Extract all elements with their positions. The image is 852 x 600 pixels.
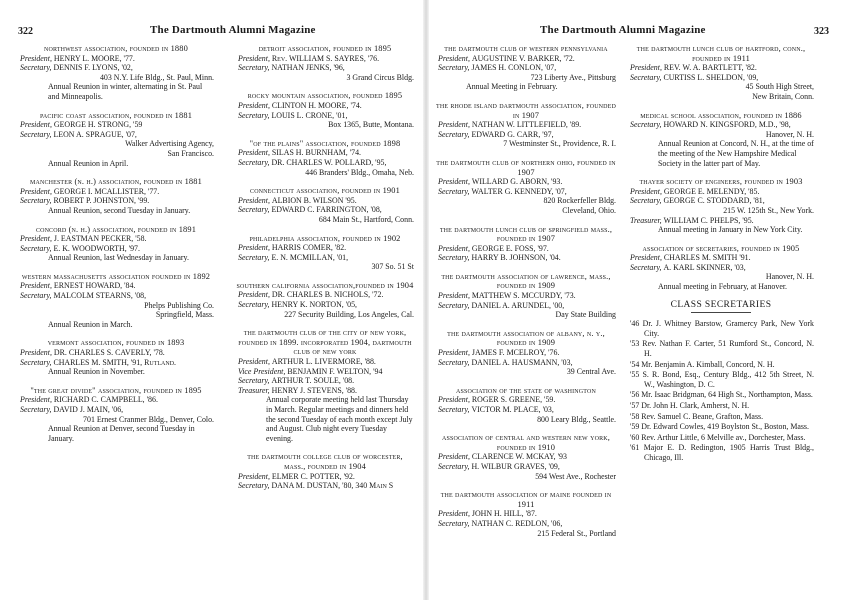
officer-line bbox=[236, 205, 414, 215]
officer-name: CURTISS L. SHELDON, '09, bbox=[663, 72, 759, 82]
officer-line bbox=[436, 519, 616, 529]
association-entry bbox=[236, 91, 414, 129]
officer-name: JAMES H. CONLON, '07, bbox=[471, 63, 557, 73]
officer-name: CLARENCE W. MCKAY, '93 bbox=[471, 452, 567, 462]
officer-name: SILAS H. BURNHAM, '74. bbox=[271, 148, 362, 158]
address-line: 800 Leary Bldg., Seattle. bbox=[537, 414, 616, 424]
reunion-note: Annual meeting in January in New York City. bbox=[658, 225, 803, 235]
officer-title: Secretary, bbox=[238, 481, 270, 491]
officer-title: Secretary, bbox=[438, 405, 470, 414]
association-entry bbox=[236, 281, 414, 319]
class-secretary-item: '54 Mr. Benjamin A. Kimball, Concord, N. H. bbox=[630, 359, 775, 369]
right-page-column-2 bbox=[628, 44, 814, 464]
association-entry bbox=[18, 225, 214, 263]
class-secretary-item: '58 Rev. Samuel C. Beane, Grafton, Mass. bbox=[630, 411, 764, 421]
reunion-note: Annual Reunion at Denver, second Tuesday in January. bbox=[48, 424, 195, 443]
officer-line bbox=[236, 158, 414, 168]
officer-name: ROGER S. GREENE, '59. bbox=[471, 395, 556, 405]
left-page-column-1 bbox=[18, 44, 214, 452]
right-running-head: The Dartmouth Alumni Magazine bbox=[540, 24, 706, 36]
left-page-column-2 bbox=[236, 44, 414, 500]
officer-title: President, bbox=[438, 243, 470, 253]
officer-name: CLINTON H. MOORE, '74. bbox=[271, 100, 362, 110]
class-secretaries-title: CLASS SECRETARIES bbox=[670, 299, 772, 310]
officer-title: President, bbox=[438, 509, 470, 519]
address-line: New Britain, Conn. bbox=[752, 91, 814, 101]
officer-title: Secretary, bbox=[238, 110, 270, 120]
officer-title: Vice President, bbox=[238, 366, 286, 376]
officer-line bbox=[436, 509, 616, 519]
officer-name: HARRIS COMER, '82. bbox=[271, 243, 347, 253]
officer-line bbox=[436, 452, 616, 462]
address-line: Day State Building bbox=[555, 310, 616, 320]
officer-name: DR. CHARLES S. CAVERLY, '78. bbox=[53, 348, 165, 358]
officer-name: CHARLES M. SMITH '91. bbox=[663, 253, 751, 263]
officer-line bbox=[236, 376, 414, 386]
association-heading: northwest association, founded in 1880 bbox=[44, 44, 188, 53]
officer-title: President, bbox=[238, 53, 270, 63]
officer-title: President, bbox=[438, 348, 470, 358]
association-entry bbox=[628, 177, 814, 235]
address-line: 45 South High Street, bbox=[745, 82, 814, 92]
officer-line bbox=[236, 63, 414, 73]
association-heading: "the great divide" association, founded in 1895 bbox=[30, 385, 202, 395]
officer-title: President, bbox=[630, 63, 662, 73]
page-gutter bbox=[423, 0, 429, 600]
address-line: Springfield, Mass. bbox=[155, 310, 214, 320]
officer-name: DANA M. DUSTAN, '80, 340 Main S bbox=[271, 481, 394, 491]
officer-name: ERNEST HOWARD, '84. bbox=[53, 281, 136, 291]
officer-title: Secretary, bbox=[20, 243, 52, 253]
officer-line bbox=[18, 120, 214, 130]
officer-line bbox=[436, 301, 616, 311]
officer-line bbox=[628, 263, 814, 273]
officer-line bbox=[436, 63, 616, 73]
association-entry bbox=[18, 177, 214, 215]
right-page-number: 323 bbox=[814, 26, 829, 37]
association-heading: association of secretaries, founded in 1905 bbox=[642, 243, 800, 253]
officer-line bbox=[436, 130, 616, 140]
officer-line bbox=[436, 120, 616, 130]
officer-line bbox=[236, 472, 414, 482]
right-page-column-1 bbox=[436, 44, 616, 547]
officer-line bbox=[18, 348, 214, 358]
officer-title: Secretary, bbox=[238, 63, 270, 73]
officer-line bbox=[628, 187, 814, 197]
officer-line bbox=[436, 291, 616, 301]
officer-title: President, bbox=[238, 195, 270, 205]
officer-name: WILLARD G. ABORN, '93. bbox=[471, 177, 563, 187]
officer-line bbox=[236, 253, 414, 263]
association-heading: the dartmouth association of lawrence, mass., founded in 1909 bbox=[441, 271, 611, 291]
officer-title: Secretary, bbox=[238, 300, 270, 310]
officer-line bbox=[18, 63, 214, 73]
officer-line bbox=[436, 395, 616, 405]
officer-title: Secretary, bbox=[438, 186, 470, 196]
officer-title: President, bbox=[438, 291, 470, 301]
association-heading: the dartmouth association of maine founded in 1911 bbox=[440, 490, 612, 509]
officer-title: Secretary, bbox=[438, 357, 470, 367]
officer-title: Secretary, bbox=[630, 262, 662, 272]
address-line: 594 West Ave., Rochester bbox=[535, 471, 616, 481]
association-entry bbox=[436, 272, 616, 320]
officer-name: J. EASTMAN PECKER, '58. bbox=[53, 234, 147, 244]
officer-line bbox=[236, 243, 414, 253]
officer-name: Rev. WILLIAM S. SAYRES, '76. bbox=[271, 53, 380, 63]
officer-line bbox=[436, 187, 616, 197]
association-heading: medical school association, founded in 1886 bbox=[640, 110, 802, 120]
officer-name: EDWARD C. FARRINGTON, '08, bbox=[271, 205, 382, 215]
officer-line bbox=[18, 405, 214, 415]
association-entry bbox=[236, 452, 414, 490]
officer-name: BENJAMIN F. WELTON, '94 bbox=[287, 366, 383, 376]
officer-title: Secretary, bbox=[20, 63, 52, 73]
officer-title: President, bbox=[20, 281, 52, 291]
association-heading: the rhode island dartmouth association, founded in 1907 bbox=[436, 100, 616, 120]
reunion-note: Annual corporate meeting held last Thursday in March. Regular meetings and dinners held the second Tuesday of each month except July and August. Club night every Tuesday evening. bbox=[266, 395, 413, 443]
association-heading: the dartmouth club of northern ohio, founded in 1907 bbox=[436, 157, 616, 177]
address-line: 307 So. 51 St bbox=[371, 262, 414, 272]
officer-name: DANIEL A. ARUNDEL, '00, bbox=[471, 300, 565, 310]
reunion-note: Annual Reunion in April. bbox=[48, 158, 129, 168]
officer-title: President, bbox=[20, 395, 52, 405]
officer-name: GEORGE C. STODDARD, '81, bbox=[663, 196, 765, 206]
officer-line bbox=[236, 481, 414, 491]
officer-title: President, bbox=[238, 290, 270, 300]
association-heading: detroit association, founded in 1895 bbox=[258, 44, 392, 53]
officer-title: President, bbox=[20, 53, 52, 63]
officer-name: AUGUSTINE V. BARKER, '72. bbox=[471, 53, 575, 63]
reunion-note: Annual Reunion in March. bbox=[48, 319, 133, 329]
address-line: 820 Rockerfeller Bldg. bbox=[543, 196, 616, 206]
officer-name: NATHAN W. LITTLEFIELD, '89. bbox=[471, 120, 582, 130]
association-heading: western massachusetts association founded in 1892 bbox=[21, 271, 211, 281]
address-line: Phelps Publishing Co. bbox=[144, 300, 214, 310]
officer-title: Secretary, bbox=[630, 72, 662, 82]
officer-line bbox=[236, 54, 414, 64]
officer-line bbox=[18, 196, 214, 206]
officer-title: Secretary, bbox=[438, 129, 470, 139]
officer-name: WALTER G. KENNEDY, '07, bbox=[471, 186, 567, 196]
officer-title: President, bbox=[438, 53, 470, 63]
association-heading: association of central and western new york, founded in 1910 bbox=[442, 433, 610, 452]
association-entry bbox=[236, 186, 414, 224]
association-entry bbox=[18, 111, 214, 169]
association-heading: vermont association, founded in 1893 bbox=[47, 338, 185, 348]
officer-name: HOWARD N. KINGSFORD, M.D., '98, bbox=[663, 120, 791, 130]
address-line: Box 1365, Butte, Montana. bbox=[328, 120, 414, 130]
address-line: 723 Liberty Ave., Pittsburg bbox=[530, 72, 616, 82]
officer-name: DANIEL A. HAUSMANN, '03, bbox=[471, 357, 573, 367]
officer-title: Secretary, bbox=[238, 157, 270, 167]
officer-title: President, bbox=[20, 348, 52, 358]
officer-title: Secretary, bbox=[20, 196, 52, 206]
association-heading: concord (n. h.) association, founded in 1891 bbox=[35, 224, 197, 234]
association-entry bbox=[436, 490, 616, 538]
officer-line bbox=[18, 281, 214, 291]
association-entry bbox=[236, 234, 414, 272]
officer-line bbox=[18, 395, 214, 405]
officer-title: President, bbox=[238, 148, 270, 158]
officer-line bbox=[436, 54, 616, 64]
officer-title: Secretary, bbox=[438, 253, 470, 263]
reunion-note: Annual Reunion, last Wednesday in January. bbox=[48, 253, 189, 263]
association-heading: the dartmouth lunch club of springfield mass., founded in 1907 bbox=[439, 224, 613, 244]
association-heading: the dartmouth club of the city of new york, founded in 1899. incorporated 1904, dartmouth club of new york bbox=[238, 328, 412, 357]
officer-line bbox=[436, 177, 616, 187]
officer-name: E. K. WOODWORTH, '97. bbox=[53, 243, 140, 253]
officer-line bbox=[628, 120, 814, 130]
officer-line bbox=[236, 148, 414, 158]
reunion-note: Annual Meeting in February. bbox=[466, 82, 558, 92]
officer-title: President, bbox=[630, 253, 662, 263]
officer-line bbox=[628, 253, 814, 263]
association-entry bbox=[436, 44, 616, 92]
officer-title: Secretary, bbox=[438, 300, 470, 310]
association-heading: southern california association,founded in 1904 bbox=[236, 280, 414, 290]
officer-line bbox=[236, 386, 414, 396]
officer-name: ARTHUR T. SOULE, '08. bbox=[271, 376, 355, 386]
address-line: 684 Main St., Hartford, Conn. bbox=[318, 214, 414, 224]
officer-name: WILLIAM C. PHELPS, '95. bbox=[663, 215, 754, 225]
officer-line bbox=[18, 291, 214, 301]
class-secretaries-rule bbox=[691, 312, 751, 313]
officer-title: President, bbox=[20, 186, 52, 196]
officer-name: RICHARD C. CAMPBELL, '86. bbox=[53, 395, 158, 405]
address-line: 39 Central Ave. bbox=[566, 367, 616, 377]
officer-line bbox=[18, 244, 214, 254]
officer-title: Secretary, bbox=[438, 63, 470, 73]
officer-title: President, bbox=[238, 357, 270, 367]
class-secretary-item: '53 Rev. Nathan F. Carter, 51 Rumford St., Concord, N. H. bbox=[630, 339, 814, 359]
left-page-number: 322 bbox=[18, 26, 33, 37]
officer-name: DR. CHARLES B. NICHOLS, '72. bbox=[271, 290, 384, 300]
address-line: 215 Federal St., Portland bbox=[537, 528, 616, 538]
officer-title: President, bbox=[20, 120, 52, 130]
officer-line bbox=[18, 187, 214, 197]
address-line: 701 Ernest Cranmer Bldg., Denver, Colo. bbox=[83, 414, 214, 424]
officer-name: MALCOLM STEARNS, '08, bbox=[53, 291, 147, 301]
officer-title: Treasurer, bbox=[630, 215, 662, 225]
association-entry bbox=[628, 111, 814, 169]
address-line: San Francisco. bbox=[167, 148, 214, 158]
officer-line bbox=[236, 111, 414, 121]
officer-title: Secretary, bbox=[630, 120, 662, 130]
officer-name: NATHAN JENKS, '96, bbox=[271, 63, 345, 73]
address-line: 7 Westminster St., Providence, R. I. bbox=[503, 139, 616, 149]
officer-line bbox=[628, 216, 814, 226]
officer-title: President, bbox=[20, 234, 52, 244]
officer-line bbox=[236, 290, 414, 300]
association-entry bbox=[18, 44, 214, 102]
officer-name: GEORGE E. MELENDY, '85. bbox=[663, 186, 760, 196]
right-col2-associations bbox=[628, 44, 814, 292]
class-secretary-item: '46 Dr. J. Whitney Barstow, Gramercy Park, New York City. bbox=[630, 319, 814, 338]
officer-name: LEON A. SPRAGUE, '07, bbox=[53, 129, 137, 139]
officer-name: HENRY K. NORTON, '05, bbox=[271, 300, 358, 310]
reunion-note: Annual meeting in February, at Hanover. bbox=[658, 282, 787, 292]
association-heading: association of the state of washington bbox=[456, 385, 596, 395]
officer-name: JAMES F. MCELROY, '76. bbox=[471, 348, 560, 358]
officer-title: Treasurer, bbox=[238, 385, 270, 395]
officer-line bbox=[628, 196, 814, 206]
association-entry bbox=[436, 225, 616, 263]
officer-name: EDWARD G. CARR, '97, bbox=[471, 129, 554, 139]
officer-name: MATTHEW S. MCCURDY, '73. bbox=[471, 291, 576, 301]
officer-name: DR. CHARLES W. POLLARD, '95, bbox=[271, 157, 387, 167]
association-heading: the dartmouth association of albany, n. y., founded in 1909 bbox=[447, 328, 605, 348]
association-heading: connecticut association, founded in 1901 bbox=[250, 186, 400, 196]
officer-line bbox=[436, 244, 616, 254]
officer-name: ROBERT P. JOHNSTON, '99. bbox=[53, 196, 150, 206]
address-line: Cleveland, Ohio. bbox=[562, 205, 616, 215]
class-secretary-item: '57 Dr. John H. Clark, Amherst, N. H. bbox=[630, 401, 750, 410]
officer-name: CHARLES M. SMITH, '91, Rutland. bbox=[53, 357, 177, 367]
officer-title: President, bbox=[630, 186, 662, 196]
officer-name: DENNIS F. LYONS, '02, bbox=[53, 63, 133, 73]
address-line: 446 Branders' Bldg., Omaha, Neb. bbox=[305, 167, 414, 177]
officer-line bbox=[236, 196, 414, 206]
officer-line bbox=[236, 101, 414, 111]
officer-name: H. WILBUR GRAVES, '09, bbox=[471, 461, 560, 471]
officer-title: President, bbox=[438, 177, 470, 187]
association-entry bbox=[18, 272, 214, 330]
address-line: Walker Advertising Agency, bbox=[125, 139, 214, 149]
officer-name: GEORGE I. MCALLISTER, '77. bbox=[53, 186, 160, 196]
officer-line bbox=[628, 73, 814, 83]
officer-name: JOHN H. HILL, '87. bbox=[471, 509, 537, 519]
reunion-note: Annual Reunion in winter, alternating in St. Paul and Minneapolis. bbox=[48, 82, 203, 101]
officer-line bbox=[236, 367, 414, 377]
address-line: 227 Security Building, Los Angeles, Cal. bbox=[284, 309, 414, 319]
officer-line bbox=[18, 130, 214, 140]
association-heading: rocky mountain association, founded 1895 bbox=[247, 91, 403, 101]
officer-line bbox=[236, 300, 414, 310]
officer-line bbox=[236, 357, 414, 367]
officer-line bbox=[436, 253, 616, 263]
officer-name: ALBION B. WILSON '95. bbox=[271, 195, 357, 205]
address-line: 3 Grand Circus Bldg. bbox=[346, 72, 414, 82]
officer-line bbox=[436, 462, 616, 472]
officer-title: Secretary, bbox=[20, 129, 52, 139]
officer-line bbox=[436, 405, 616, 415]
officer-title: Secretary, bbox=[630, 196, 662, 206]
address-line: 403 N.Y. Life Bldg., St. Paul, Minn. bbox=[99, 72, 214, 82]
officer-name: ELMER C. POTTER, '92. bbox=[271, 471, 355, 481]
association-entry bbox=[436, 386, 616, 424]
officer-title: Secretary, bbox=[20, 405, 52, 414]
officer-title: President, bbox=[438, 395, 470, 405]
officer-name: A. KARL SKINNER, '03, bbox=[663, 262, 746, 272]
officer-title: President, bbox=[238, 243, 270, 253]
association-entry bbox=[436, 101, 616, 149]
association-entry bbox=[628, 244, 814, 292]
officer-line bbox=[18, 54, 214, 64]
officer-line bbox=[436, 358, 616, 368]
association-entry bbox=[236, 44, 414, 82]
left-running-head: The Dartmouth Alumni Magazine bbox=[150, 24, 316, 36]
officer-name: GEORGE E. FOSS, '97. bbox=[471, 243, 549, 253]
officer-name: ARTHUR L. LIVERMORE, '88. bbox=[271, 357, 376, 367]
association-entry bbox=[628, 44, 814, 102]
officer-title: President, bbox=[438, 120, 470, 130]
officer-title: President, bbox=[238, 100, 270, 110]
officer-name: LOUIS L. CRONE, '01, bbox=[271, 110, 348, 120]
association-heading: thayer society of engineers, founded in 1903 bbox=[639, 177, 803, 187]
officer-line bbox=[18, 234, 214, 244]
officer-title: Secretary, bbox=[238, 252, 270, 262]
officer-title: Secretary, bbox=[438, 518, 470, 528]
association-entry bbox=[436, 433, 616, 481]
class-secretary-item: '60 Rev. Arthur Little, 6 Melville av., Dorchester, Mass. bbox=[630, 432, 806, 442]
officer-name: GEORGE H. STRONG, '59 bbox=[53, 120, 143, 130]
officer-name: HENRY L. MOORE, '77. bbox=[53, 53, 135, 63]
association-entry bbox=[436, 329, 616, 377]
association-heading: the dartmouth college club of worcester, mass., founded in 1904 bbox=[247, 452, 403, 471]
officer-line bbox=[18, 358, 214, 368]
class-secretary-item: '56 Mr. Isaac Bridgman, 64 High St., Northampton, Mass. bbox=[630, 390, 813, 400]
association-heading: philadelphia association, founded in 1902 bbox=[249, 233, 401, 243]
association-entry bbox=[18, 338, 214, 376]
officer-name: E. N. MCMILLAN, '01, bbox=[271, 252, 349, 262]
officer-name: NATHAN C. REDLON, '06, bbox=[471, 518, 563, 528]
officer-name: HARRY B. JOHNSON, '04. bbox=[471, 253, 561, 263]
class-secretary-item: '55 S. R. Bond, Esq., Century Bldg., 412 5th Street, N. W., Washington, D. C. bbox=[630, 370, 814, 389]
address-line: 215 W. 125th St., New York. bbox=[723, 205, 814, 215]
officer-title: Secretary, bbox=[238, 376, 270, 386]
reunion-note: Annual Reunion, second Tuesday in January. bbox=[48, 205, 191, 215]
class-secretary-item: '61 Major E. D. Redington, 1905 Harris Trust Bldg., Chicago, Ill. bbox=[630, 443, 814, 462]
association-heading: the dartmouth lunch club of hartford, conn., founded in 1911 bbox=[636, 44, 806, 63]
officer-line bbox=[436, 348, 616, 358]
association-entry bbox=[436, 158, 616, 216]
officer-name: HENRY J. STEVENS, '88. bbox=[271, 385, 357, 395]
association-heading: manchester (n. h.) association, founded in 1881 bbox=[30, 177, 202, 187]
officer-name: REV. W. A. BARTLETT, '82. bbox=[663, 63, 757, 73]
officer-name: VICTOR M. PLACE, '03, bbox=[471, 405, 554, 414]
class-secretaries-list bbox=[628, 319, 814, 462]
address-line: Hanover, N. H. bbox=[765, 272, 814, 282]
association-entry bbox=[236, 328, 414, 443]
class-secretary-item: '59 Dr. Edward Cowles, 419 Boylston St., Boston, Mass. bbox=[630, 422, 809, 432]
association-heading: the dartmouth club of western pennsylvania bbox=[444, 44, 608, 53]
reunion-note: Annual Reunion in November. bbox=[48, 367, 145, 377]
association-heading: "of the plains" association, founded 1898 bbox=[249, 138, 401, 148]
officer-title: Secretary, bbox=[438, 461, 470, 471]
officer-name: DAVID J. MAIN, '06, bbox=[53, 405, 124, 414]
association-heading: pacific coast association, founded in 1881 bbox=[39, 110, 193, 120]
officer-line bbox=[628, 63, 814, 73]
officer-title: Secretary, bbox=[20, 357, 52, 367]
officer-title: Secretary, bbox=[20, 291, 52, 301]
officer-title: Secretary, bbox=[238, 205, 270, 215]
address-line: Hanover, N. H. bbox=[765, 129, 814, 139]
officer-title: President, bbox=[238, 471, 270, 481]
reunion-note: Annual Reunion at Concord, N. H., at the time of the meeting of the New Hampshire Medical Society in the latter part of May. bbox=[658, 139, 814, 168]
officer-title: President, bbox=[438, 452, 470, 462]
association-entry bbox=[18, 386, 214, 444]
association-entry bbox=[236, 139, 414, 177]
